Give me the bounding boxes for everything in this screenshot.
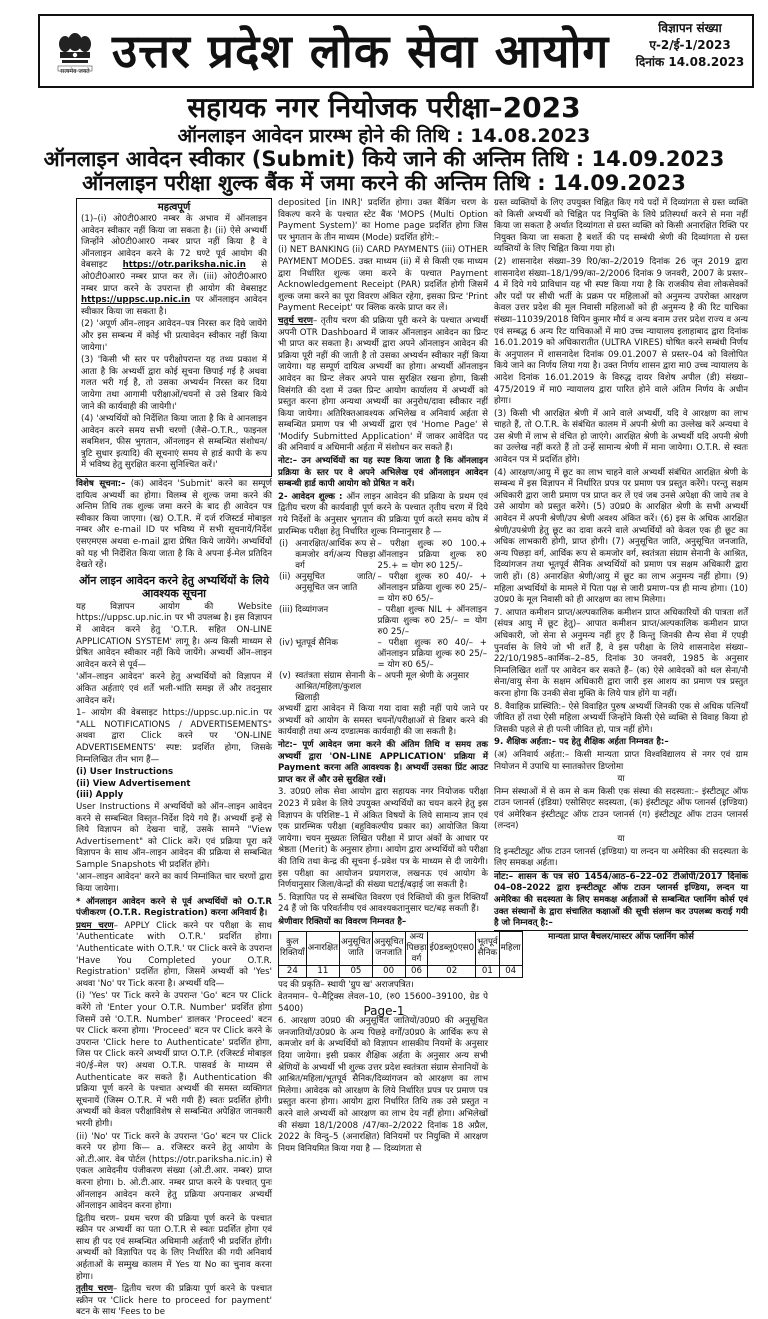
note-3: नोट:– शासन के पत्र सं0 1454/आठ–6–22–02 टीओपी/2017 दिनांक 04–08–2022 द्वारा इन्स्टीट्यूट ऑफ टाउन प्लानर्स इण्डिया, लन्दन या अमेरिका की सदस्यता के लिए समकक्ष अर्हताओं से सम्बन्धित प्लानिंग कोर्स एवं उक्त संस्थानों के द्वारा संचालित कक्षाओं की सूची संलग्न कर उपलब्ध कराई गयी है जो निम्नवत् है:– xyxy=(494,871,748,931)
qualification-heading: 9. शैक्षिक अर्हता:– पद हेतु शैक्षिक अर्हता निम्नवत है:– xyxy=(494,737,669,748)
step-3: तृतीय चरण– द्वितीय चरण की प्रक्रिया पूर्ण करने के पश्चात स्क्रीन पर 'Click here to proceed for payment' बटन के साथ 'Fees to be xyxy=(76,1284,272,1318)
option-view-advertisement[interactable]: (ii) View Advertisement xyxy=(76,778,191,789)
step-1-yes: (i) 'Yes' पर Tick करने के उपरान्त 'Go' बटन पर Click करेंगे तो 'Enter your O.T.R. Number' प्रदर्शित होगा जिसमें उसे 'O.T.R. Number' डालकर 'Proceed' बटन पर Click करना होगा। 'Proceed' बटन पर Click करने के उपरान्त 'Click here to Authenticate' प्रदर्शित होगा, जिस पर Click करने अभ्यर्थी प्राप्त O.T.P. (रजिस्टर्ड मोबाइल नं0/ई–मेल पर) अथवा O.T.R. पासवर्ड के माध्यम से Authenticate कर सकते हैं। Authentication की प्रक्रिया पूर्ण करने के पश्चात अभ्यर्थी की समस्त व्यक्तिगत सूचनायें (जिस्म O.T.R. में भरी गयी हैं) स्वतः प्रदर्शित होगी। अभ्यर्थी को केवल परीक्षाविशेष से सम्बन्धित अपेक्षित जानकारी भरनी होगी। xyxy=(76,991,272,1129)
instructions-para-1: यह विज्ञापन आयोग की Website https://uppsc.up.nic.in पर भी उपलब्ध है। इस विज्ञापन में आवेदन करने हेतु 'O.T.R. सहित ON-LINE APPLICATION SYSTEM' लागू है। अन्य किसी माध्यम से प्रेषित आवेदन स्वीकार नहीं किये जायेंगे। अभ्यर्थी ऑन–लाइन आवेदन करने से पूर्व— xyxy=(76,601,272,670)
pay-scale: वेतनमान– पे–मैट्रिक्स लेवल–10, (रु0 15600–39100, ग्रेड पे 5400) xyxy=(278,992,488,1014)
or-separator: या xyxy=(617,774,625,785)
payment-para-1: deposited [in INR]' प्रदर्शित होगा। उक्त बैंकिंग चरण के विकल्प करने के पश्चात स्टेट बैंक 'MOPS (Multi Option Payment System)' का Home page प्रदर्शित होगा जिस पर भुगतान के तीन माध्यम (Mode) प्रदर्शित होंगे:– xyxy=(278,198,488,243)
otr-heading: * ऑनलाइन आवेदन करने से पूर्व अभ्यर्थियों को O.T.R पंजीकरण (O.T.R. Registration) करना अनिवार्य है। xyxy=(76,896,272,919)
important-box xyxy=(76,198,272,477)
disability-para: ग्रस्त व्यक्तियों के लिए उपयुक्त चिह्नित किए गये पदों में दिव्यांगता से ग्रस्त व्यक्ति को किसी अभ्यर्थी को चिह्नित पद नियुक्ति के लिये प्रतिस्पर्धा करने से मना नहीं किया जा सकता है अर्थात दिव्यांगता से ग्रस्त व्यक्ति को किसी अनारक्षित रिक्ति पर नियुक्त किया जा सकता है बशर्ते की पद सम्बंधी श्रेणी की दिव्यांगता से ग्रस्त व्यक्तियों के लिए चिह्नित किया गया हो। xyxy=(494,198,748,255)
ad-label: विज्ञापन संख्या xyxy=(658,21,722,35)
header-box xyxy=(38,14,754,88)
important-point-4: (4) 'अभ्यर्थियों को निर्देशित किया जाता है कि वे आनलाइन आवेदन करने समय सभी चरणों (जैसे–O.T.R., फाइनल सबमिशन, फीस भुगतान, ऑनलाइन से सम्बन्धित संशोधन/त्रुटि सुधार इत्यादि) की सूचनाएं समय से हार्ड कापी के रूप में भविष्य हेतु सुरक्षित करना सुनिश्चित करें।' xyxy=(81,414,267,471)
fee-row: (i) अनारक्षित/आर्थिक रूप से कमजोर वर्ग/अन्य पिछड़ा वर्ग – परीक्षा शुल्क रु0 100.+ ऑनलाइन प्रक्रिया शुल्क रु0 25.+ = योग रु0 125/– xyxy=(279,539,487,572)
step-4: चतुर्थ चरण– तृतीय चरण की प्रक्रिया पूरी करने के पश्चात अभ्यर्थी अपनी OTR Dashboard में जाकर ऑनलाइन आवेदन का प्रिन्ट भी प्राप्त कर सकता है। अभ्यर्थी द्वारा अपने ऑनलाइन आवेदन की प्रक्रिया पूरी नहीं की जाती है तो उसका अभ्यर्थन स्वीकार नहीं किया जायेगा। यह सम्पूर्ण दायित्व अभ्यर्थी का होगा। अभ्यर्थी ऑनलाइन आवेदन का प्रिन्ट लेकर अपने पास सुरक्षित रखना होगा, किसी विसंगति की दशा में उक्त प्रिन्ट आयोग कार्यालय में अभ्यर्थी को प्रस्तुत करना होगा अन्यथा अभ्यर्थी का अनुरोध/दावा स्वीकार नहीं किया जायेगा। अतिरिक्तआवश्यक अभिलेख व अनिवार्य अर्हता से सम्बन्धित प्रमाण पत्र भी अभ्यर्थी द्वारा एवं 'Home Page' से 'Modify Submitted Application' में जाकर आवेदित पद की अनिवार्य व अधिमानी अर्हता में संशोधन कर सकते हैं। xyxy=(278,315,488,454)
equivalent-para: दि इन्स्टीट्यूट ऑफ टाउन प्लानर्स (इण्डिया) या लन्दन या अमेरिका की सदस्यता के लिए समकक्ष अर्हता। xyxy=(494,846,748,869)
step-2: द्वितीय चरण– प्रथम चरण की प्रक्रिया पूर्ण करने के पश्चात स्क्रीन पर अभ्यर्थी का पता O.T.R से स्वतः प्रदर्शित होगा एवं साथ ही पद एवं सम्बन्धित अधिमानी अर्हताएँ भी प्रदर्शित होंगी। अभ्यर्थी को विज्ञापित पद के लिए निर्धारित की गयी अनिवार्य अर्हताओं के सम्मुख कालम में Yes या No का चुनाव करना होगा। xyxy=(76,1213,272,1282)
important-point-2: (2) 'अपूर्ण ऑन–लाइन आवेदन–पत्र निरस्त कर दिये जायेंगे और इस सम्बन्ध में कोई भी प्रत्यावेदन स्वीकार नहीं किया जायेगा।' xyxy=(81,319,267,353)
reservation-para: 6. आरक्षण उ0प्र0 की अनुसूचित जातियों/उ0प्र0 की अनुसूचित जनजातियों/उ0प्र0 के अन्य पिछड़े वर्गों/उ0प्र0 के आर्थिक रूप से कमजोर वर्ग के अभ्यर्थियों को विज्ञापन शासकीय नियमों के अनुसार दिया जायेगा। इसी प्रकार शैक्षिक अर्हता के अनुसार अन्य सभी श्रेणियों के अभ्यर्थी भी शुल्क उत्तर प्रदेश स्वतंत्रता संग्राम सेनानियों के आश्रित/महिला/भूतपूर्व सैनिक/दिव्यांगजन को आरक्षण का लाभ मिलेगा। आवेदक को आरक्षण के लिये निर्धारित प्रपत्र पर प्रमाण पत्र प्रस्तुत करना होगा। आयोग द्वारा निर्धारित तिथि तक उसे प्रस्तुत न करने वाले अभ्यर्थी को आरक्षण का लाभ देय नहीं होगा। अभिलेखों की संख्या 18/1/2008 /47/का–2/2022 दिनांक 18 अप्रैल, 2022 के विन्दु–5 (अनारक्षित) विनियमों पर नियुक्ति में आरक्षण नियम विनियमित किया गया है — दिव्यांगता से xyxy=(278,1016,488,1154)
commission-officers-para: 7. आपात कमीशन प्राप्त/अल्पकालिक कमीशन प्राप्त अधिकारियों की पात्रता शर्तें (संयत्र आयु में छूट हेतु)– आपात कमीशन प्राप्त/अल्पकालिक कमीशन प्राप्त अधिकारी, जो सेना से अनुमन्य नहीं हुए हैं किन्तु जिनकी सैन्य सेवा में एपड़ी पुनर्वास के लिये जो भी शर्तें हैं, वे इस परीक्षा के लिये शासनादेश संख्या–22/10/1985–कार्मिक–2–85, दिनांक 30 जनवरी, 1985 के अनुसार निम्नलिखित शर्तों पर आवेदन कर सकते हैं– (क) ऐसे आवेदकों को थल सेना/नौ सेना/वायु सेना के सक्षम अधिकारी द्वारा जारी इस आशय का प्रमाण पत्र प्रस्तुत करना होगा कि उनकी सेवा मुक्ति के लिये पात्र होंगे या नहीं। xyxy=(494,607,748,699)
exam-title: सहायक नगर नियोजक परीक्षा–2023 xyxy=(187,91,581,124)
column-3 xyxy=(494,198,748,988)
important-heading: महत्वपूर्ण xyxy=(157,202,191,213)
certificate-para: (4) आरक्षण/आयु में छूट का लाभ चाहने वाले अभ्यर्थी संबंधित आरक्षित श्रेणी के सम्बन्ध में इस विज्ञापन में निर्धारित प्रपत्र पर प्रमाण पत्र प्रस्तुत करेंगे। परन्तु सक्षम अधिकारी द्वारा जारी प्रमाण पत्र प्राप्त कर लें एवं जब उनसे अपेक्षा की जाये तब वे उसे आयोग को प्रस्तुत करेंगे। (5) उ0प्र0 के आरक्षित श्रेणी के सभी अभ्यर्थी आवेदन में अपनी श्रेणी/उप श्रेणी अवश्य अंकित करें। (6) इस के अधिक आरक्षित श्रेणी/उपश्रेणी हेतु छूट का दावा करने वाले अभ्यर्थियों को केवल एक ही छूट का अधिक लाभकारी होगी, प्राप्त होगी। (7) अनुसूचित जाति, अनुसूचित जनजाति, अन्य पिछड़ा वर्ग, आर्थिक रूप से कमजोर वर्ग, स्वतंत्रता संग्राम सेनानी के आश्रित, दिव्यांगजन तथा भूतपूर्व सैनिक अभ्यर्थियों को प्रमाण पत्र सक्षम अधिकारी द्वारा जारी हों। (8) अनारक्षित श्रेणी/आयु में छूट का लाभ अनुमन्य नहीं होगा। (9) महिला अभ्यर्थियों के मामले में पिता पक्ष से जारी प्रमाण–पत्र ही मान्य होगा। (10) उ0प्र0 के मूल निवासी को ही आरक्षण का लाभ मिलेगा। xyxy=(494,467,748,606)
fee-row: (v) स्वतंत्रता संग्राम सेनानी के आश्रित/महिला/कुशल खिलाड़ी – अपनी मूल श्रेणी के अनुसार xyxy=(279,671,469,704)
fee-row: (iv) भूतपूर्व सैनिक – परीक्षा शुल्क रु0 40/– + ऑनलाइन प्रक्रिया शुल्क रु0 25/– = योग रु0 65/– xyxy=(279,638,487,671)
important-point-1: (1)–(i) ओ0टी0आर0 नम्बर के अभाव में ऑनलाइन आवेदन स्वीकार नहीं किया जा सकता है। (ii) ऐसे अभ्यर्थी जिन्होंने ओ0टी0आर0 नम्बर प्राप्त नहीं किया है वे ऑनलाइन आवेदन करने के 72 घण्टे पूर्व आयोग की वेबसाइट https://otr.pariksha.nic.in से ओ0टी0आर0 नम्बर प्राप्त कर लें। (iii) ओ0टी0आर0 नम्बर प्राप्त करने के उपरान्त ही आयोग की वेबसाइट https://uppsc.up.nic.in पर ऑनलाइन आवेदन स्वीकार किया जा सकता है। xyxy=(81,214,268,317)
special-note: विशेष सूचना:– (क) आवेदन 'Submit' करने का सम्पूर्ण दायित्व अभ्यर्थी का होगा। विलम्ब से शुल्क जमा करने की अन्तिम तिथि तक शुल्क जमा करने के बाद ही आवेदन पत्र स्वीकार किया जाएगा। (ख) O.T.R. में दर्ज रजिस्टर्ड मोबाइल नम्बर और e-mail ID पर भविष्य में सभी सूचनायें/निर्देश एसएमएस अथवा e-mail द्वारा प्रेषित किये जायेंगे। अभ्यर्थियों को यह भी निर्देशित किया जाता है कि वे अपना ई-मेल प्रतिदिन देखते रहें। xyxy=(76,479,272,571)
vacancy-heading: श्रेणीवार रिक्तियों का विवरण निम्नवत है– xyxy=(278,916,407,927)
fee-row: (ii) अनुसूचित जाति/अनुसूचित जन जाति – परीक्षा शुल्क रु0 40/- + ऑनलाइन प्रक्रिया शुल्क रु0 25/– = योग रु0 65/– xyxy=(279,572,487,605)
fee-date-line: ऑनलाइन परीक्षा शुल्क बैंक में जमा करने की अन्तिम तिथि : 14.09.2023 xyxy=(82,171,686,195)
marital-status-para: 8. वैवाहिक प्रास्थिति:– ऐसे विवाहित पुरुष अभ्यर्थी जिनकी एक से अधिक पत्नियाँ जीवित हों तथा ऐसी महिला अभ्यर्थी जिन्होंने किसी ऐसे व्यक्ति से विवाह किया हो जिसकी पहले से ही पत्नी जीवित हो, पात्र नहीं होंगे। xyxy=(494,701,748,735)
fee-table xyxy=(278,539,488,704)
essential-qualification: (अ) अनिवार्य अर्हता:– किसी मान्यता प्राप्त विश्वविद्यालय से नगर एवं ग्राम नियोजन में उपाधि या स्नातकोत्तर डिप्लोमा xyxy=(494,749,748,772)
vacancy-table xyxy=(278,931,523,978)
vacancy-para: 5. विज्ञापित पद से सम्बंधित विवरण एवं रिक्तियों की कुल रिक्तियाँ 24 हैं जो कि परिवर्तनीय एवं आवश्यकतानुसार घट/बढ़ सकती हैं। xyxy=(278,892,488,915)
submit-date-line: ऑनलाइन आवेदन स्वीकार (Submit) किये जाने की अन्तिम तिथि : 14.09.2023 xyxy=(43,147,725,171)
fee-row: (iii) दिव्यांगजन – परीक्षा शुल्क NIL + ऑनलाइन प्रक्रिया शुल्क रु0 25/– = योग रु0 25/– xyxy=(279,605,487,638)
fee-intro: 2- आवेदन शुल्क : ऑन लाइन आवेदन की प्रक्रिया के प्रथम एवं द्वितीय चरण की कार्यवाही पूर्ण करने के पश्चात तृतीय चरण में दिये गये निर्देशों के अनुसार भुगतान की प्रक्रिया पूर्ण करते समय कोष में प्रारम्भिक परीक्षा हेतु निर्धारित शुल्क निम्नानुसार है — xyxy=(278,491,489,537)
instructions-para-4: User Instructions में अभ्यर्थियों को ऑन–लाइन आवेदन करने से सम्बन्धित विस्तृत–निर्देश दिये गये हैं। अभ्यर्थी इन्हें से लिये विज्ञापन को देखना चाहें, उसके सामने "View Advertisement" को Click करें। एवं प्रक्रिया पूरा करें विज्ञापन के साथ ऑन–लाइन आवेदन की प्रक्रिया से सम्बन्धित Sample Snapshots भी प्रदर्शित होंगे। xyxy=(76,801,272,870)
start-date-line: ऑनलाइन आवेदन प्रारम्भ होने की तिथि : 14.08.2023 xyxy=(177,125,591,147)
instructions-para-5: 'आन–लाइन आवेदन' करने का कार्य निम्नांकित चार चरणों द्वारा किया जायेगा। xyxy=(76,872,272,895)
page-number: Page-1 xyxy=(363,1004,405,1018)
note-1: नोट:– उन अभ्यर्थियों का यह स्पष्ट किया जाता है कि ऑनलाइन प्रक्रिया के स्तर पर वे अपने अभिलेख एवं ऑनलाइन आवेदन सम्बन्धी हार्ड कापी आयोग को प्रेषित न करें। xyxy=(278,456,488,490)
option-apply[interactable]: (iii) Apply xyxy=(76,790,124,801)
instructions-heading: ऑन लाइन आवेदन करने हेतु अभ्यर्थियों के लिये आवश्यक सूचना xyxy=(78,573,270,600)
instructions-para-2: 'ऑन–लाइन आवेदन' करने हेतु अभ्यर्थियों को विज्ञापन में अंकित अर्हताएं एवं शर्तें भली-भांति समझ लें और तदनुसार आवेदन करें। xyxy=(76,672,272,706)
vacancy-value-row: 24 11 05 00 06 02 01 04 xyxy=(279,965,523,977)
women-reservation-para: (2) शासनादेश संख्या–39 रि0/का–2/2019 दिनांक 26 जून 2019 द्वारा शासनादेश संख्या–18/1/99/का–2/2006 दिनांक 9 जनवरी, 2007 के प्रस्तर–4 में दिये गये प्राविधान यह भी स्पष्ट किया गया है कि राजकीय सेवा लोकसेवकों और पदों पर सीधी भर्ती के प्रक्रम पर महिलाओं को अनुमन्य उपरोक्त आरक्षण केवल उत्तर प्रदेश की मूल निवासी महिलाओं को ही अनुमन्य है की रिट याचिका संख्या–11039/2018 विपिन कुमार मौर्य व अन्य बनाम उत्तर प्रदेश राज्य व अन्य एवं सम्बद्ध 6 अन्य रिट याचिकाओं में मा0 उच्च न्यायालय इलाहाबाद द्वारा दिनांक 16.01.2019 को अधिकारातीत (ULTRA VIRES) घोषित करने सम्बंधी निर्णय के अनुपालन में शासनादेश दिनांक 09.01.2007 से प्रस्तर–04 को विलोपित किये जाने का निर्णय लिया गया है। उक्त निर्णय शासन द्वारा मा0 उच्च न्यायालय के आदेश दिनांक 16.01.2019 के विरुद्ध दायर विशेष अपील (डी) संख्या–475/2019 में मा0 न्यायालय द्वारा पारित होने वाले अंतिम निर्णय के अधीन होगा। xyxy=(494,256,748,407)
important-point-3: (3) 'किसी भी स्तर पर परीक्षोपरान्त यह तथ्य प्रकाश में आता है कि अभ्यर्थी द्वारा कोई सूचना छिपाई गई है अथवा गलत भरी गई है, तो उसका अभ्यर्थन निरस्त कर दिया जायेगा तथा आगामी परीक्षाओं/चयनों से उसे डिबार किये जाने की कार्यवाही की जायेगी।' xyxy=(81,355,267,412)
step-1: प्रथम चरण– APPLY Click करने पर परीक्षा के साथ 'Authenticate with O.T.R.' प्रदर्शित होगा। 'Authenticate with O.T.R.' पर Click करने के उपरान्त 'Have You Completed your O.T.R. Registration' प्रदर्शित होगा, जिसमें अभ्यर्थी को 'Yes' अथवा 'No' पर Tick करना है। अभ्यर्थी यदि— xyxy=(76,920,273,989)
note-2: नोट:– पूर्ण आवेदन जमा करने की अंतिम तिथि व समय तक अभ्यर्थी द्वारा 'ON-LINE APPLICATION' प्रक्रिया में Payment करना अति आवश्यक है। अभ्यर्थी उसका प्रिंट आउट प्राप्त कर लें और उसे सुरक्षित रखें। xyxy=(278,740,488,785)
vacancy-header-row: कुल रिक्तियाँ अनारक्षित अनुसूचित जाति अनुसूचित जनजाति अन्य पिछड़ा वर्ग ई0डब्लू0एस0 भूतपूर्व सैनिक महिला xyxy=(280,931,521,964)
instructions-para-3: 1– आयोग की वेबसाइट https://uppsc.up.nic.in पर "ALL NOTIFICATIONS / ADVERTISEMENTS" अथवा द्वारा Click करने पर 'ON-LINE ADVERTISEMENTS' स्पष्ट: प्रदर्शित होगा, जिसके निम्नलिखित तीन भाग हैं— xyxy=(76,708,272,765)
emblem-caption: सत्यमेव जयते xyxy=(60,68,90,75)
ad-info xyxy=(634,20,746,71)
option-list xyxy=(76,767,272,802)
ad-date: दिनांक 14.08.2023 xyxy=(635,55,745,69)
otr-link[interactable]: https://otr.pariksha.nic.in xyxy=(122,260,246,271)
post-nature: पद की प्रकृति– स्थायी 'ग्रुप ख' अराजपत्रित। xyxy=(278,979,414,990)
claim-para: अभ्यर्थी द्वारा आवेदन में किया गया दावा सही नहीं पाये जाने पर अभ्यर्थी को आयोग के समस्त चयनों/परीक्षाओं से डिबार करने की कार्यवाही तथा अन्य दण्डात्मक कार्यवाही की जा सकती है। xyxy=(278,704,488,738)
uppsc-link[interactable]: https://uppsc.up.nic.in xyxy=(81,295,191,306)
commission-title: उत्तर प्रदेश लोक सेवा आयोग xyxy=(112,24,610,78)
option-user-instructions[interactable]: (i) User Instructions xyxy=(76,767,174,778)
exam-para: 3. उ0प्र0 लोक सेवा आयोग द्वारा सहायक नगर नियोजक परीक्षा 2023 में प्रवेश के लिये उपयुक्त अभ्यर्थियों का चयन करने हेतु इस विज्ञापन के परिशिष्ट–1 में अंकित विषयों के लिये सामान्य ज्ञान एवं एक प्रारम्भिक परीक्षा (बहुविकल्पीय प्रकार का) आयोजित किया जायेगा। चयन मुख्यतः लिखित परीक्षा में प्राप्त अंकों के आधार पर श्रेष्ठता (Merit) के अनुसार होगा। आयोग द्वारा अभ्यर्थियों को परीक्षा की तिथि तथा केन्द्र की सूचना ई–प्रवेश पत्र के माध्यम से दी जायेगी। इस परीक्षा का आयोजन प्रयागराज, लखनऊ एवं आयोग के निर्णयानुसार जिला/केन्द्रों की संख्या घटाई/बढ़ाई जा सकती है। xyxy=(278,787,488,891)
membership-para: निम्न संस्थाओं में से कम से कम किसी एक संस्था की सदस्यता:– इंस्टीट्यूट ऑफ टाउन प्लानर्स (इंडिया) एसोसिएट सदस्यता, (क) इंस्टीट्यूट ऑफ प्लानर्स (इण्डिया) एवं अमेरिकन इंस्टीट्यूट ऑफ टाउन प्लानर्स (ग) इंस्टीट्यूट ऑफ टाउन प्लानर्स (लन्दन) xyxy=(494,786,748,832)
ad-number: ए-2/ई-1/2023 xyxy=(649,38,731,52)
or-separator: या xyxy=(617,834,625,845)
state-emblem-icon xyxy=(46,22,104,80)
payment-para-2: (i) NET BANKING (ii) CARD PAYMENTS (iii) OTHER PAYMENT MODES. उक्त माध्यम (ii) में से किसी एक माध्यम द्वारा निर्धारित शुल्क जमा करने के पश्चात Payment Acknowledgement Receipt (PAR) प्रदर्शित होगी जिसमें शुल्क जमा करने का पूरा विवरण अंकित रहेगा, इसका प्रिन्ट 'Print Payment Receipt' पर क्लिक करके प्राप्त कर लें। xyxy=(278,245,488,314)
column-1 xyxy=(76,198,273,1318)
step-1-no: (ii) 'No' पर Tick करने के उपरान्त 'Go' बटन पर Click करने पर होगा कि— a. रजिस्टर करने हेतु आयोग के ओ.टी.आर. वेब पोर्टल (https://otr.pariksha.nic.in) से एकल आवेदनीय पंजीकरण संख्या (ओ.टी.आर. नम्बर) प्राप्त करना होगा। b. ओ.टी.आर. नम्बर प्राप्त करने के पश्चात् पुनः ऑनलाइन आवेदन करने हेतु प्रक्रिया अपनाकर अभ्यर्थी ऑनलाइन आवेदन करना होगा। xyxy=(76,1131,272,1212)
category-para: (3) किसी भी आरक्षित श्रेणी में आने वाले अभ्यर्थी, यदि वे आरक्षण का लाभ चाहते हैं, तो O.T.R. के संबंधित कालम में अपनी श्रेणी का उल्लेख करें अन्यथा वे उस श्रेणी में लाभ से वंचित हो जाएंगे। आरक्षित श्रेणी के अभ्यर्थी यदि अपनी श्रेणी का उल्लेख नहीं करते हैं तो उन्हें सामान्य श्रेणी में माना जायेगा। O.T.R. से स्वतः आवेदन पत्र में प्रदर्शित होंगे। xyxy=(494,408,748,466)
courses-heading: मान्यता प्राप्त बैचलर/मास्टर ऑफ प्लानिंग कोर्स xyxy=(548,931,694,942)
